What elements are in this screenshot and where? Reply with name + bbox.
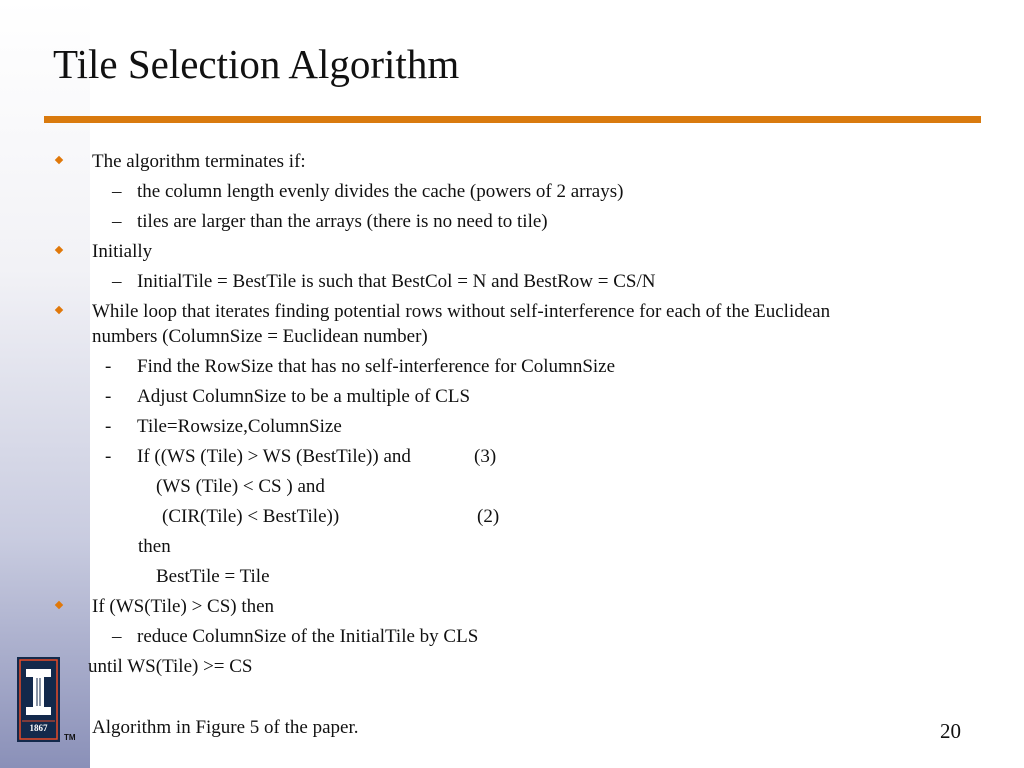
bullet-text: If (WS(Tile) > CS) then bbox=[92, 596, 275, 617]
sub-bullet-text: reduce ColumnSize of the InitialTile by CLS bbox=[137, 626, 479, 647]
code-line: then bbox=[138, 536, 171, 557]
code-line: until WS(Tile) >= CS bbox=[88, 656, 253, 677]
bullet-text-continued: numbers (ColumnSize = Euclidean number) bbox=[92, 326, 428, 347]
logo-year: 1867 bbox=[29, 723, 48, 733]
code-line: (WS (Tile) < CS ) and bbox=[156, 476, 325, 497]
sub-bullet-text: the column length evenly divides the cache (powers of 2 arrays) bbox=[137, 181, 624, 202]
slide-title: Tile Selection Algorithm bbox=[53, 41, 460, 87]
sub-bullet-hyphen: - bbox=[105, 416, 112, 437]
sub-bullet-hyphen: - bbox=[105, 386, 112, 407]
sub-bullet-text: Find the RowSize that has no self-interference for ColumnSize bbox=[137, 356, 616, 377]
trademark-mark: TM bbox=[64, 733, 76, 742]
code-line: BestTile = Tile bbox=[156, 566, 270, 587]
sub-bullet-text: tiles are larger than the arrays (there is no need to tile) bbox=[137, 211, 548, 232]
university-logo bbox=[17, 657, 60, 742]
code-annotation: (2) bbox=[477, 506, 500, 527]
page-number: 20 bbox=[940, 719, 961, 743]
sub-bullet-dash: – bbox=[112, 271, 122, 292]
code-annotation: (3) bbox=[474, 446, 497, 467]
sub-bullet-dash: – bbox=[112, 626, 122, 647]
code-line: (CIR(Tile) < BestTile)) bbox=[162, 506, 340, 527]
sub-bullet-hyphen: - bbox=[105, 356, 112, 377]
sub-bullet-hyphen: - bbox=[105, 446, 112, 467]
bullet-text: The algorithm terminates if: bbox=[92, 151, 306, 172]
sub-bullet-text: Tile=Rowsize,ColumnSize bbox=[137, 416, 342, 437]
bullet-text: While loop that iterates finding potential rows without self-interference for each of the Euclidean bbox=[92, 301, 831, 322]
footer-note: Algorithm in Figure 5 of the paper. bbox=[92, 717, 359, 738]
code-line: If ((WS (Tile) > WS (BestTile)) and bbox=[137, 446, 411, 467]
block-i-logo-icon bbox=[17, 657, 60, 742]
sub-bullet-text: Adjust ColumnSize to be a multiple of CLS bbox=[137, 386, 471, 407]
bullet-text: Initially bbox=[92, 241, 153, 262]
sub-bullet-text: InitialTile = BestTile is such that BestCol = N and BestRow = CS/N bbox=[137, 271, 656, 292]
title-divider bbox=[44, 116, 981, 123]
sub-bullet-dash: – bbox=[112, 211, 122, 232]
sub-bullet-dash: – bbox=[112, 181, 122, 202]
